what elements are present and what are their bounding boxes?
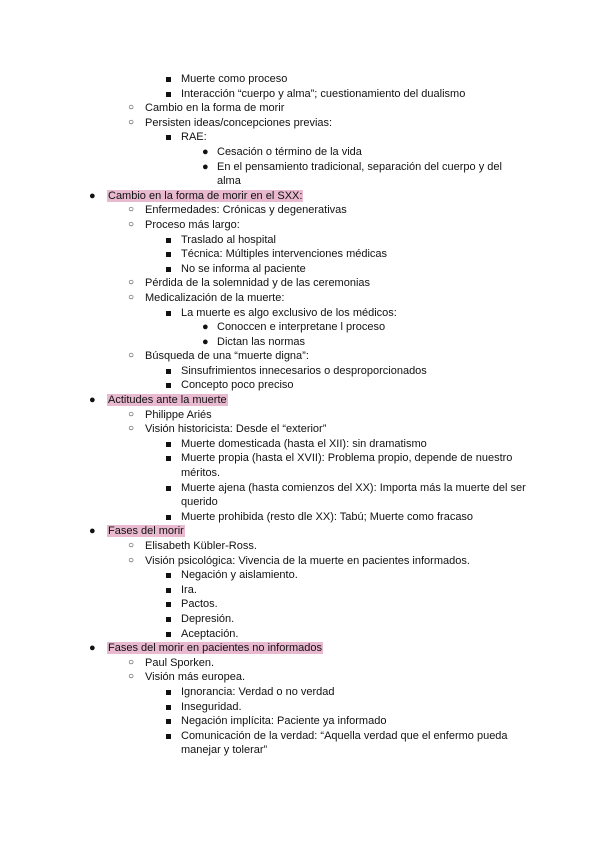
- section-heading: [0, 641, 600, 656]
- list-item-text: En el pensamiento tradicional, separación del cuerpo y del alma: [217, 160, 502, 188]
- list-item-text: Visión historicista: Desde el “exterior”: [145, 423, 327, 436]
- section-heading: [0, 524, 600, 539]
- square-bullet-icon: [166, 734, 171, 739]
- section-heading-text: [107, 393, 228, 408]
- filled-bullet-icon: ●: [202, 321, 209, 334]
- square-bullet-icon: [166, 719, 171, 724]
- list-item: [0, 700, 600, 715]
- list-item: [0, 276, 600, 291]
- list-item: [0, 422, 600, 437]
- filled-bullet-icon: ●: [202, 160, 209, 173]
- list-item-text: Búsqueda de una “muerte digna”:: [145, 350, 309, 363]
- list-item-text: Cambio en la forma de morir: [145, 102, 285, 115]
- list-item: [0, 160, 600, 189]
- list-item-text: Ira.: [181, 583, 197, 596]
- list-item: [0, 320, 600, 335]
- square-bullet-icon: [166, 135, 171, 140]
- section-heading-text: [107, 524, 185, 539]
- hollow-bullet-icon: ○: [128, 350, 135, 362]
- list-item: [0, 583, 600, 598]
- list-item-text: Paul Sporken.: [145, 656, 215, 669]
- list-item: [0, 378, 600, 393]
- list-item: [0, 130, 600, 145]
- square-bullet-icon: [166, 369, 171, 374]
- list-item-text: Técnica: Múltiples intervenciones médicas: [181, 248, 388, 261]
- document-body: [0, 72, 600, 758]
- list-item-text: Ignorancia: Verdad o no verdad: [181, 685, 335, 698]
- list-item-text: Cesación o término de la vida: [217, 145, 362, 158]
- list-item-text: Aceptación.: [181, 627, 239, 640]
- list-item-text: Visión más europea.: [145, 671, 246, 684]
- hollow-bullet-icon: ○: [128, 116, 135, 128]
- list-item: [0, 670, 600, 685]
- list-item-text: Elisabeth Kübler-Ross.: [145, 540, 257, 552]
- highlighted-text: Cambio en la forma de morir en el SXX:: [108, 189, 303, 202]
- list-item: [0, 335, 600, 350]
- list-item: [0, 145, 600, 160]
- list-item-text: Muerte propia (hasta el XVII): Problema propio, depende de nuestro méritos.: [181, 452, 513, 480]
- list-item-text: Pactos.: [181, 598, 218, 611]
- square-bullet-icon: [166, 267, 171, 272]
- list-item: [0, 612, 600, 627]
- list-item-text: Pérdida de la solemnidad y de las ceremonias: [145, 277, 371, 290]
- square-bullet-icon: [166, 573, 171, 578]
- list-item: [0, 72, 600, 87]
- list-item-text: Enfermedades: Crónicas y degenerativas: [145, 204, 347, 217]
- list-item: [0, 408, 600, 423]
- highlighted-text: Fases del morir: [108, 525, 184, 538]
- section-heading: [0, 393, 600, 408]
- list-item-text: Traslado al hospital: [181, 233, 276, 246]
- list-item: [0, 364, 600, 379]
- list-item: [0, 451, 600, 480]
- list-item: [0, 714, 600, 729]
- list-item-text: Comunicación de la verdad: “Aquella verdad que el enfermo pueda manejar y tolerar”: [181, 729, 508, 757]
- filled-bullet-icon: ●: [202, 145, 209, 158]
- list-item-text: La muerte es algo exclusivo de los médicos:: [181, 306, 397, 319]
- list-item-text: Interacción “cuerpo y alma”; cuestionamiento del dualismo: [181, 87, 466, 100]
- filled-bullet-icon: ●: [89, 189, 96, 202]
- list-item-text: Depresión.: [181, 612, 235, 625]
- list-item-text: Medicalización de la muerte:: [145, 291, 285, 304]
- list-item-text: Muerte como proceso: [181, 73, 288, 85]
- list-item: [0, 627, 600, 642]
- square-bullet-icon: [166, 311, 171, 316]
- hollow-bullet-icon: ○: [128, 554, 135, 566]
- square-bullet-icon: [166, 456, 171, 461]
- hollow-bullet-icon: ○: [128, 291, 135, 303]
- square-bullet-icon: [166, 705, 171, 710]
- square-bullet-icon: [166, 515, 171, 520]
- list-item: [0, 510, 600, 525]
- highlighted-text: Actitudes ante la muerte: [108, 394, 227, 407]
- square-bullet-icon: [166, 442, 171, 447]
- list-item-text: Negación implícita: Paciente ya informado: [181, 715, 387, 728]
- list-item: [0, 262, 600, 277]
- list-item-text: Dictan las normas: [217, 335, 306, 348]
- list-item-text: Conoccen e interpretane l proceso: [217, 321, 386, 334]
- list-item: [0, 729, 600, 758]
- list-item-text: Visión psicológica: Vivencia de la muerte en pacientes informados.: [145, 554, 470, 567]
- list-item: [0, 539, 600, 554]
- list-item: [0, 437, 600, 452]
- hollow-bullet-icon: ○: [128, 204, 135, 216]
- square-bullet-icon: [166, 632, 171, 637]
- square-bullet-icon: [166, 238, 171, 243]
- list-item-text: Muerte ajena (hasta comienzos del XX): Importa más la muerte del ser querido: [181, 481, 526, 509]
- square-bullet-icon: [166, 486, 171, 491]
- list-item: [0, 291, 600, 306]
- square-bullet-icon: [166, 92, 171, 97]
- square-bullet-icon: [166, 690, 171, 695]
- square-bullet-icon: [166, 617, 171, 622]
- list-item-text: Philippe Ariés: [145, 408, 212, 421]
- section-heading-text: [107, 641, 323, 656]
- list-item: [0, 306, 600, 321]
- list-item-text: Sinsufrimientos innecesarios o desproporcionados: [181, 364, 427, 377]
- filled-bullet-icon: ●: [89, 642, 96, 655]
- list-item: [0, 101, 600, 116]
- list-item-text: Concepto poco preciso: [181, 379, 294, 392]
- list-item-text: Proceso más largo:: [145, 218, 240, 231]
- hollow-bullet-icon: ○: [128, 423, 135, 435]
- filled-bullet-icon: ●: [202, 335, 209, 348]
- list-item: [0, 203, 600, 218]
- list-item: [0, 349, 600, 364]
- hollow-bullet-icon: ○: [128, 408, 135, 420]
- list-item: [0, 87, 600, 102]
- hollow-bullet-icon: ○: [128, 102, 135, 114]
- list-item: [0, 218, 600, 233]
- list-item-text: Inseguridad.: [181, 700, 242, 713]
- list-item-text: RAE:: [181, 131, 207, 144]
- square-bullet-icon: [166, 602, 171, 607]
- list-item: [0, 247, 600, 262]
- square-bullet-icon: [166, 383, 171, 388]
- list-item-text: No se informa al paciente: [181, 262, 306, 275]
- list-item: [0, 233, 600, 248]
- hollow-bullet-icon: ○: [128, 671, 135, 683]
- filled-bullet-icon: ●: [89, 525, 96, 538]
- list-item: [0, 597, 600, 612]
- list-item: [0, 685, 600, 700]
- square-bullet-icon: [166, 252, 171, 257]
- square-bullet-icon: [166, 588, 171, 593]
- hollow-bullet-icon: ○: [128, 218, 135, 230]
- list-item-text: Muerte prohibida (resto dle XX): Tabú; Muerte como fracaso: [181, 510, 474, 523]
- square-bullet-icon: [166, 77, 171, 82]
- list-item: [0, 116, 600, 131]
- list-item: [0, 481, 600, 510]
- section-heading-text: [107, 189, 303, 204]
- section-heading: [0, 189, 600, 204]
- list-item: [0, 568, 600, 583]
- hollow-bullet-icon: ○: [128, 656, 135, 668]
- hollow-bullet-icon: ○: [128, 277, 135, 289]
- list-item: [0, 554, 600, 569]
- filled-bullet-icon: ●: [89, 394, 96, 407]
- hollow-bullet-icon: ○: [128, 540, 135, 551]
- list-item: [0, 656, 600, 671]
- highlighted-text: Fases del morir en pacientes no informados: [108, 642, 322, 655]
- list-item-text: Muerte domesticada (hasta el XII): sin dramatismo: [181, 437, 427, 450]
- list-item-text: Persisten ideas/concepciones previas:: [145, 116, 333, 129]
- list-item-text: Negación y aislamiento.: [181, 569, 298, 582]
